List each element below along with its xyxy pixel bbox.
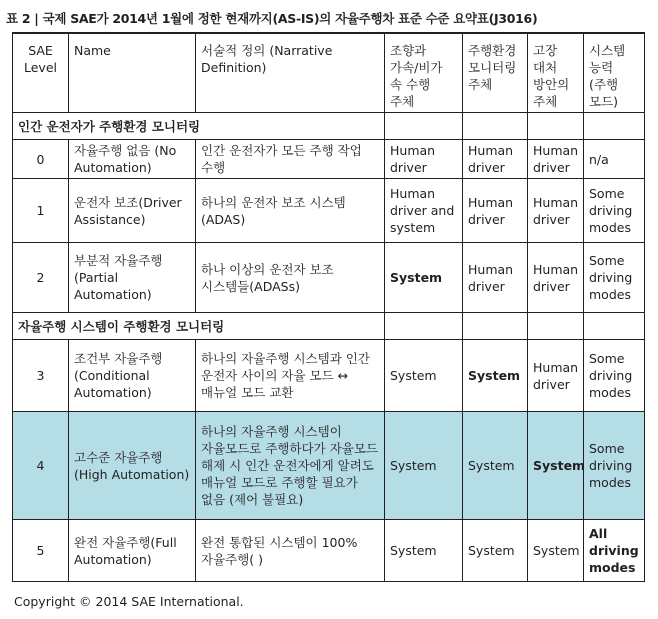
sae-levels-table <box>12 32 645 582</box>
definition-cell: 하나의 운전자 보조 시스템 (ADAS) <box>196 179 385 243</box>
table-row <box>13 520 645 582</box>
monitoring-cell: System <box>463 412 528 520</box>
execution-cell: System <box>385 520 463 582</box>
monitoring-cell: Human driver <box>463 179 528 243</box>
execution-cell: Human driver and system <box>385 179 463 243</box>
monitoring-cell: System <box>463 340 528 412</box>
table-row <box>13 140 645 179</box>
level-cell: 1 <box>13 179 69 243</box>
header-capability: 시스템 능력 (주행 모드) <box>584 33 645 113</box>
name-cell: 고수준 자율주행 (High Automation) <box>69 412 196 520</box>
monitoring-cell: System <box>463 520 528 582</box>
table-row <box>13 340 645 412</box>
fallback-cell: Human driver <box>528 340 584 412</box>
capability-cell: Some driving modes <box>584 243 645 313</box>
definition-cell: 하나의 자율주행 시스템이 자율모드로 주행하다가 자율모드 해제 시 인간 운전자에게 알려도 매뉴얼 모드로 주행할 필요가 없음 (제어 불필요) <box>196 412 385 520</box>
capability-cell: Some driving modes <box>584 340 645 412</box>
capability-cell: All driving modes <box>584 520 645 582</box>
execution-cell: System <box>385 412 463 520</box>
definition-cell: 완전 통합된 시스템이 100% 자율주행( ) <box>196 520 385 582</box>
name-cell: 운전자 보조(Driver Assistance) <box>69 179 196 243</box>
fallback-cell: Human driver <box>528 243 584 313</box>
execution-cell: System <box>385 243 463 313</box>
name-cell: 부분적 자율주행 (Partial Automation) <box>69 243 196 313</box>
fallback-cell: Human driver <box>528 179 584 243</box>
execution-cell: Human driver <box>385 140 463 179</box>
header-name: Name <box>69 33 196 113</box>
section-title-human: 인간 운전자가 주행환경 모니터링 <box>13 113 385 140</box>
level-cell: 4 <box>13 412 69 520</box>
fallback-cell: Human driver <box>528 140 584 179</box>
name-cell: 자율주행 없음 (No Automation) <box>69 140 196 179</box>
level-cell: 0 <box>13 140 69 179</box>
header-level: SAE Level <box>13 33 69 113</box>
name-cell: 조건부 자율주행 (Conditional Automation) <box>69 340 196 412</box>
section-row <box>13 113 645 140</box>
header-definition: 서술적 정의 (Narrative Definition) <box>196 33 385 113</box>
definition-cell: 인간 운전자가 모든 주행 작업 수행 <box>196 140 385 179</box>
header-execution: 조향과 가속/비가 속 수행 주체 <box>385 33 463 113</box>
copyright-notice: Copyright © 2014 SAE International. <box>14 594 244 609</box>
execution-cell: System <box>385 340 463 412</box>
level-cell: 5 <box>13 520 69 582</box>
header-fallback: 고장 대처 방안의 주체 <box>528 33 584 113</box>
table-caption: 표 2 | 국제 SAE가 2014년 1월에 정한 현재까지(AS-IS)의 자율주행차 표준 수준 요약표(J3016) <box>6 11 538 26</box>
capability-cell: n/a <box>584 140 645 179</box>
capability-cell: Some driving modes <box>584 412 645 520</box>
name-cell: 완전 자율주행(Full Automation) <box>69 520 196 582</box>
section-row <box>13 313 645 340</box>
fallback-cell: System <box>528 520 584 582</box>
definition-cell: 하나 이상의 운전자 보조 시스템들(ADASs) <box>196 243 385 313</box>
definition-cell: 하나의 자율주행 시스템과 인간 운전자 사이의 자율 모드 ↔ 매뉴얼 모드 교환 <box>196 340 385 412</box>
capability-cell: Some driving modes <box>584 179 645 243</box>
level-cell: 3 <box>13 340 69 412</box>
table-row <box>13 243 645 313</box>
table-row <box>13 179 645 243</box>
section-title-system: 자율주행 시스템이 주행환경 모니터링 <box>13 313 385 340</box>
monitoring-cell: Human driver <box>463 243 528 313</box>
header-row <box>13 33 645 113</box>
monitoring-cell: Human driver <box>463 140 528 179</box>
fallback-cell: System <box>528 412 584 520</box>
header-monitoring: 주행환경 모니터링 주체 <box>463 33 528 113</box>
table-row-highlighted <box>13 412 645 520</box>
level-cell: 2 <box>13 243 69 313</box>
